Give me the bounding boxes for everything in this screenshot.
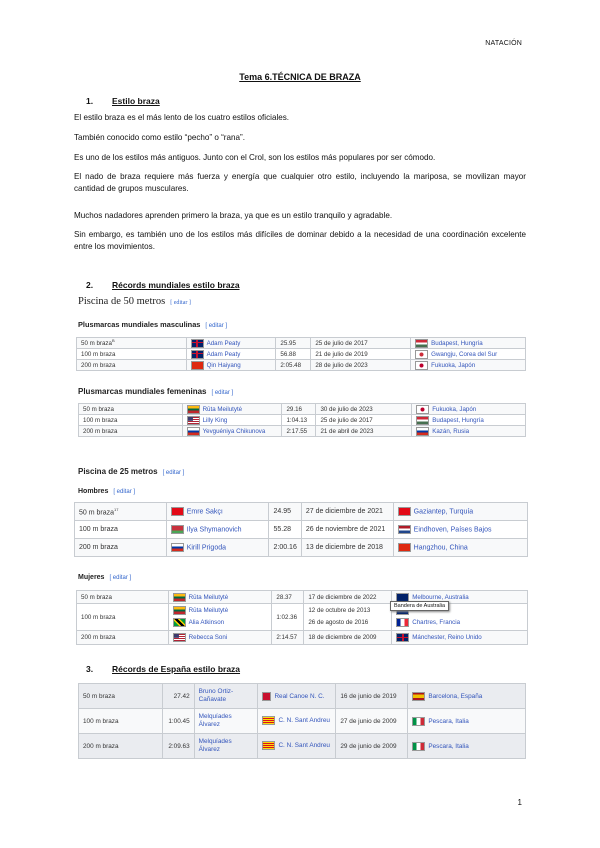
table-row: [77, 349, 526, 360]
table-row: [79, 709, 526, 734]
event-cell: 100 m braza: [79, 709, 163, 734]
paragraph: Muchos nadadores aprenden primero la braza, ya que es un estilo tranquilo y agradable.: [74, 211, 393, 220]
edit-link[interactable]: [ editar ]: [113, 489, 136, 495]
time-cell: 1:04.13: [282, 415, 316, 426]
club-link[interactable]: C. N. Sant Andreu: [278, 742, 330, 750]
event-cell: 50 m braza$^{17}$: [75, 503, 167, 521]
edit-link[interactable]: [ editar ]: [170, 300, 191, 306]
place-link[interactable]: Budapest, Hungría: [431, 339, 483, 347]
time-cell: 29.16: [282, 404, 316, 415]
catalonia-flag-icon: [262, 741, 275, 750]
italy-flag-icon: [412, 717, 425, 726]
swimmer-cell: [186, 349, 276, 360]
pool50-title: [78, 296, 191, 307]
swimmer-link[interactable]: Melquíades Álvarez: [198, 713, 232, 728]
date-cell: [304, 604, 392, 631]
table-row: [77, 631, 528, 645]
swimmer-cell: [166, 503, 269, 521]
spain-records-table: [78, 683, 526, 759]
swimmer-link[interactable]: Kirill Prigoda: [186, 544, 226, 552]
event-cell: 50 m braza: [77, 591, 169, 604]
time-cell: 2:09.63: [162, 734, 194, 759]
date-cell: 27 de diciembre de 2021: [301, 503, 393, 521]
place-link[interactable]: Gwangju, Corea del Sur: [431, 350, 498, 358]
lithuania-flag-icon: [173, 606, 186, 615]
swimmer-link[interactable]: Alia Atkinson: [188, 619, 225, 626]
date-cell: 25 de julio de 2017: [311, 338, 411, 349]
club-cell: [258, 709, 336, 734]
place-link[interactable]: Hangzhou, China: [413, 544, 468, 552]
event-cell: 200 m braza: [77, 360, 187, 371]
section-heading-2: [86, 280, 240, 290]
flag-tooltip: Bandera de Australia: [390, 601, 449, 611]
date-cell: 21 de abril de 2023: [316, 426, 412, 437]
place-cell: [408, 734, 526, 759]
table-row: [77, 338, 526, 349]
event-cell: 100 m braza: [75, 521, 167, 539]
swimmer-link[interactable]: Qin Haiyang: [206, 361, 241, 369]
edit-link[interactable]: [ editar ]: [211, 390, 234, 396]
swimmer-link[interactable]: Adam Peaty: [206, 339, 241, 347]
catalonia-flag-icon: [262, 716, 275, 725]
section-heading-1: [86, 96, 160, 106]
date-cell: 26 de noviembre de 2021: [301, 521, 393, 539]
time-cell: 1:02.36: [272, 604, 304, 631]
hungary-flag-icon: [416, 416, 429, 425]
place-cell: [412, 404, 526, 415]
russia-flag-icon: [171, 543, 184, 552]
section-number: 2.: [86, 280, 94, 290]
time-cell: 2:00.16: [269, 539, 301, 557]
place-link[interactable]: Barcelona, España: [428, 692, 483, 700]
china-flag-icon: [398, 543, 411, 552]
date-cell: 13 de diciembre de 2018: [301, 539, 393, 557]
time-cell: 2:14.57: [272, 631, 304, 645]
section-number: 1.: [86, 96, 94, 106]
china-flag-icon: [191, 361, 204, 370]
edit-link[interactable]: [ editar ]: [162, 470, 185, 476]
place-link[interactable]: Gaziantep, Turquía: [413, 508, 474, 516]
france-flag-icon: [396, 618, 409, 627]
document-title: Tema 6.TÉCNICA DE BRAZA: [239, 72, 361, 82]
uk-flag-icon: [191, 350, 204, 359]
table-row: [75, 521, 528, 539]
event-cell: 200 m braza: [79, 426, 183, 437]
edit-link[interactable]: [ editar ]: [205, 323, 228, 329]
japan-flag-icon: [416, 405, 429, 414]
place-link[interactable]: Budapest, Hungría: [432, 416, 484, 424]
usa-flag-icon: [187, 416, 200, 425]
place-cell: [393, 503, 527, 521]
pool25-men-title-text: Hombres: [78, 488, 109, 495]
time-cell: 28.37: [272, 591, 304, 604]
uk-flag-icon: [191, 339, 204, 348]
place-link[interactable]: Melbourne, Australia: [412, 593, 469, 601]
date-cell: 25 de julio de 2017: [316, 415, 412, 426]
table-row: [77, 604, 528, 631]
event-cell: 200 m braza: [77, 631, 169, 645]
turkey-flag-icon: [398, 507, 411, 516]
swimmer-cell: [186, 338, 276, 349]
swimmer-link[interactable]: Rūta Meilutytė: [202, 405, 243, 413]
event-cell: 200 m braza: [79, 734, 163, 759]
date-cell: 29 de junio de 2009: [336, 734, 408, 759]
place-cell: [392, 631, 528, 645]
table-row: [77, 360, 526, 371]
swimmer-cell: [182, 426, 282, 437]
place-cell: [411, 338, 526, 349]
pool25-women-title: [78, 574, 131, 581]
pool50-women-title-text: Plusmarcas mundiales femeninas: [78, 387, 207, 396]
club-cell: [258, 734, 336, 759]
date-cell: 21 de julio de 2019: [311, 349, 411, 360]
place-cell: [393, 539, 527, 557]
pool25-title: [78, 467, 184, 476]
pool50-women-table: [78, 403, 526, 437]
event-cell: 50 m braza$^B$: [77, 338, 187, 349]
header-section-label: NATACIÓN: [485, 40, 522, 47]
swimmer-cell: [194, 684, 258, 709]
time-cell: 1:00.45: [162, 709, 194, 734]
place-link[interactable]: Kazán, Rusia: [432, 427, 470, 435]
turkey-flag-icon: [171, 507, 184, 516]
section-number: 3.: [86, 664, 94, 674]
time-cell: 2:05.48: [276, 360, 311, 371]
date-cell: 30 de julio de 2023: [316, 404, 412, 415]
pool25-men-table: [74, 502, 528, 557]
uk-flag-icon: [396, 633, 409, 642]
place-cell: [412, 415, 526, 426]
date-b: 26 de agosto de 2016: [308, 619, 369, 626]
club-link[interactable]: Real Canoe N. C.: [274, 692, 325, 700]
pool25-women-title-text: Mujeres: [78, 574, 105, 581]
club-link[interactable]: C. N. Sant Andreu: [278, 717, 330, 725]
lithuania-flag-icon: [173, 593, 186, 602]
paragraph: Es uno de los estilos más antiguos. Junto con el Crol, son los estilos más populares por ser cómodo.: [74, 153, 436, 162]
russia-flag-icon: [416, 427, 429, 436]
place-cell: [412, 426, 526, 437]
table-row: [79, 684, 526, 709]
place-cell: [408, 684, 526, 709]
italy-flag-icon: [412, 742, 425, 751]
section-label: Estilo braza: [112, 96, 160, 106]
place-cell: [411, 360, 526, 371]
south-korea-flag-icon: [415, 350, 428, 359]
jamaica-flag-icon: [173, 618, 186, 627]
event-cell: 100 m braza: [79, 415, 183, 426]
place-link[interactable]: Fukuoka, Japón: [432, 405, 477, 413]
pool50-men-title-text: Plusmarcas mundiales masculinas: [78, 320, 201, 329]
date-a: 12 de octubre de 2013: [308, 607, 371, 614]
lithuania-flag-icon: [187, 405, 200, 414]
time-cell: 56.88: [276, 349, 311, 360]
event-cell: 100 m braza: [77, 349, 187, 360]
place-link[interactable]: Fukuoka, Japón: [431, 361, 476, 369]
time-cell: 24.95: [269, 503, 301, 521]
pool50-title-text: Piscina de 50 metros: [78, 296, 166, 307]
table-row: [79, 415, 526, 426]
time-cell: 27.42: [162, 684, 194, 709]
place-link[interactable]: Pescara, Italia: [428, 742, 469, 750]
swimmer-link[interactable]: Lilly King: [202, 416, 228, 424]
pool50-men-title: [78, 320, 227, 329]
event-cell: 100 m braza: [77, 604, 169, 631]
table-row: [79, 734, 526, 759]
swimmer-link[interactable]: Rebecca Soni: [188, 634, 228, 642]
date-cell: 18 de diciembre de 2009: [304, 631, 392, 645]
pool25-men-title: [78, 488, 135, 495]
club-cell: [258, 684, 336, 709]
club-badge-icon: [262, 692, 271, 701]
place-link[interactable]: Pescara, Italia: [428, 717, 469, 725]
usa-flag-icon: [173, 633, 186, 642]
pool25-title-text: Piscina de 25 metros: [78, 467, 158, 476]
swimmer-cell: [182, 404, 282, 415]
place-link[interactable]: Chartres, Francia: [412, 619, 461, 626]
swimmer-cell: [166, 539, 269, 557]
japan-flag-icon: [415, 361, 428, 370]
event-cell: 50 m braza: [79, 684, 163, 709]
belarus-flag-icon: [171, 525, 184, 534]
table-row: [75, 539, 528, 557]
swimmer-link[interactable]: Rūta Meilutytė: [188, 607, 229, 614]
event-cell: 50 m braza: [79, 404, 183, 415]
netherlands-flag-icon: [398, 525, 411, 534]
section-label: Récords mundiales estilo braza: [112, 280, 240, 290]
paragraph: Sin embargo, es también uno de los estilos más difíciles de dominar debido a la necesidad de una coordinación excelente entre los movimientos.: [74, 230, 526, 251]
swimmer-cell: [166, 521, 269, 539]
place-cell: [408, 709, 526, 734]
swimmer-cell: [168, 604, 272, 631]
date-cell: 28 de julio de 2023: [311, 360, 411, 371]
place-cell: [393, 521, 527, 539]
swimmer-cell: [186, 360, 276, 371]
spain-flag-icon: [412, 692, 425, 701]
section-label: Récords de España estilo braza: [112, 664, 241, 674]
event-cell: 200 m braza: [75, 539, 167, 557]
paragraph: El nado de braza requiere más fuerza y energía que cualquier otro estilo, incluyendo la mariposa, se movilizan mayor cantidad de grupos musculares.: [74, 172, 526, 193]
swimmer-cell: [182, 415, 282, 426]
time-cell: 55.28: [269, 521, 301, 539]
time-cell: 25.95: [276, 338, 311, 349]
place-link[interactable]: Mánchester, Reino Unido: [412, 634, 482, 642]
paragraph: El estilo braza es el más lento de los cuatro estilos oficiales.: [74, 113, 290, 122]
place-cell: [411, 349, 526, 360]
swimmer-cell: [194, 734, 258, 759]
pool50-men-table: [76, 337, 526, 371]
table-row: [77, 591, 528, 604]
place-link[interactable]: Eindhoven, Países Bajos: [413, 526, 492, 534]
swimmer-link[interactable]: Adam Peaty: [206, 350, 241, 358]
swimmer-cell: [168, 591, 272, 604]
swimmer-link[interactable]: Emre Sakçı: [186, 508, 223, 516]
swimmer-link[interactable]: Yevguéniya Chikunova: [202, 427, 266, 435]
pool50-women-title: [78, 387, 233, 396]
date-cell: 17 de diciembre de 2022: [304, 591, 392, 604]
hungary-flag-icon: [415, 339, 428, 348]
edit-link[interactable]: [ editar ]: [109, 575, 132, 581]
date-cell: 27 de junio de 2009: [336, 709, 408, 734]
swimmer-link[interactable]: Bruno Ortiz-Cañavate: [198, 688, 234, 703]
table-row: [75, 503, 528, 521]
pool25-women-table: [76, 590, 528, 645]
russia-flag-icon: [187, 427, 200, 436]
table-row: [79, 404, 526, 415]
time-cell: 2:17.55: [282, 426, 316, 437]
swimmer-link[interactable]: Rūta Meilutytė: [188, 593, 229, 601]
swimmer-link[interactable]: Melquíades Álvarez: [198, 738, 232, 753]
swimmer-cell: [168, 631, 272, 645]
table-row: [79, 426, 526, 437]
swimmer-link[interactable]: Ilya Shymanovich: [186, 526, 242, 534]
section-heading-3: [86, 664, 240, 674]
paragraph: También conocido como estilo “pecho” o “rana”.: [74, 133, 245, 142]
date-cell: 16 de junio de 2019: [336, 684, 408, 709]
page-number: 1: [517, 798, 522, 807]
swimmer-cell: [194, 709, 258, 734]
